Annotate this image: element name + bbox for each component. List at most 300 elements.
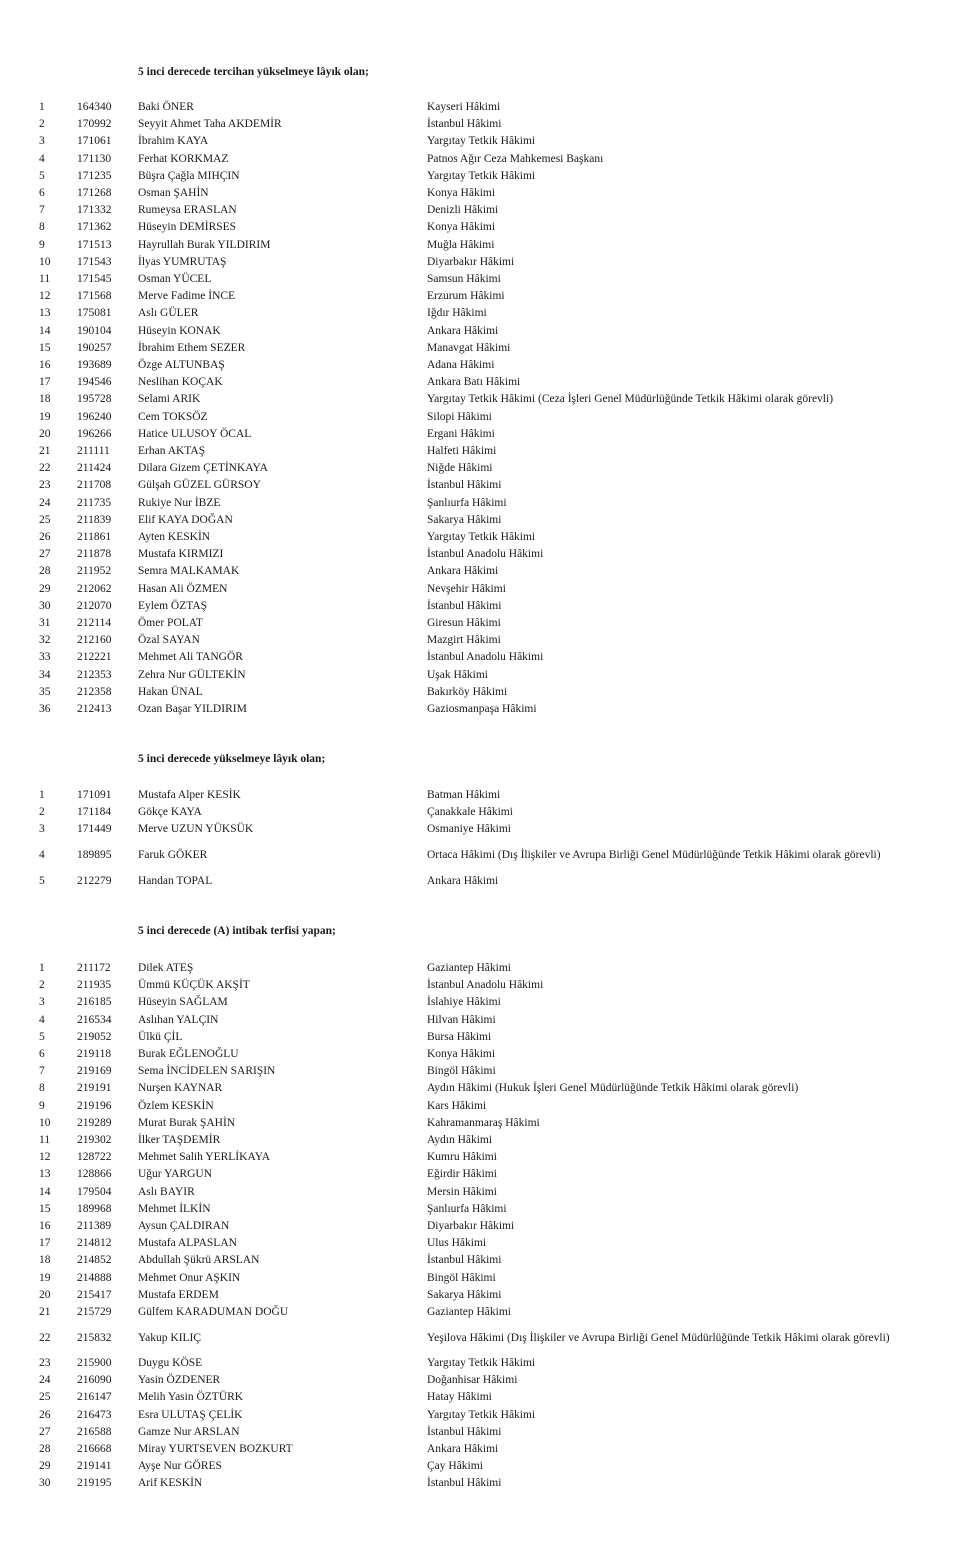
person-name: Büşra Çağla MIHÇIN — [138, 169, 240, 182]
list-item — [0, 1270, 960, 1286]
registry-number: 212413 — [77, 703, 112, 715]
row-number: 11 — [39, 273, 51, 285]
section-heading: 5 inci derecede yükselmeye lâyık olan; — [138, 753, 326, 765]
row-number: 21 — [39, 1306, 51, 1318]
duty-station: Doğanhisar Hâkimi — [427, 1374, 518, 1387]
section-heading: 5 inci derecede tercihan yükselmeye lâyık olan; — [138, 66, 369, 78]
list-item — [0, 787, 960, 803]
person-name: Gamze Nur ARSLAN — [138, 1425, 240, 1438]
duty-station: Ulus Hâkimi — [427, 1237, 487, 1250]
registry-number: 171568 — [77, 290, 112, 303]
list-item — [0, 1115, 960, 1131]
duty-station: İstanbul Hâkimi — [427, 1477, 502, 1490]
row-number: 3 — [39, 996, 45, 1009]
list-item — [0, 615, 960, 631]
person-name: Yakup KILIÇ — [138, 1332, 202, 1344]
registry-number: 216668 — [77, 1443, 112, 1455]
registry-number: 171061 — [77, 135, 112, 148]
registry-number: 171268 — [77, 187, 112, 199]
person-name: Baki ÖNER — [138, 101, 194, 113]
person-name: Mehmet İLKİN — [138, 1202, 211, 1215]
list-item — [0, 374, 960, 390]
row-number: 28 — [39, 1443, 51, 1455]
list-item — [0, 701, 960, 717]
list-item — [0, 495, 960, 511]
person-name: Esra ULUTAŞ ÇELİK — [138, 1408, 243, 1421]
row-number: 31 — [39, 617, 51, 629]
person-name: Mustafa KIRMIZI — [138, 548, 224, 561]
registry-number: 171362 — [77, 221, 112, 234]
list-item — [0, 821, 960, 837]
row-number: 6 — [39, 187, 45, 199]
duty-station: Çay Hâkimi — [427, 1460, 483, 1473]
list-item — [0, 305, 960, 321]
duty-station: Gaziantep Hâkimi — [427, 962, 511, 974]
person-name: Hakan ÜNAL — [138, 685, 203, 698]
registry-number: 212114 — [77, 617, 112, 629]
registry-number: 215832 — [77, 1332, 112, 1344]
registry-number: 212358 — [77, 685, 112, 698]
duty-station: İstanbul Hâkimi — [427, 1254, 502, 1267]
registry-number: 214888 — [77, 1271, 112, 1284]
list-item — [0, 529, 960, 545]
row-number: 22 — [39, 462, 51, 475]
list-item — [0, 546, 960, 562]
duty-station: Diyarbakır Hâkimi — [427, 1220, 515, 1232]
registry-number: 196240 — [77, 410, 112, 423]
list-item — [0, 1098, 960, 1114]
row-number: 15 — [39, 341, 51, 354]
registry-number: 215729 — [77, 1306, 112, 1318]
list-item — [0, 133, 960, 149]
list-item — [0, 994, 960, 1010]
registry-number: 212160 — [77, 634, 112, 647]
duty-station: Patnos Ağır Ceza Mahkemesi Başkanı — [427, 152, 604, 165]
list-item — [0, 219, 960, 235]
registry-number: 219195 — [77, 1477, 112, 1490]
list-item — [0, 667, 960, 683]
list-item — [0, 977, 960, 993]
row-number: 12 — [39, 1151, 51, 1164]
registry-number: 214812 — [77, 1237, 112, 1250]
list-item — [0, 598, 960, 614]
person-name: Faruk GÖKER — [138, 849, 208, 861]
registry-number: 219052 — [77, 1030, 112, 1043]
list-item — [0, 1407, 960, 1423]
row-number: 1 — [39, 789, 45, 801]
duty-station: Adana Hâkimi — [427, 359, 495, 371]
registry-number: 128866 — [77, 1168, 112, 1181]
registry-number: 212353 — [77, 668, 112, 681]
registry-number: 211878 — [77, 548, 112, 561]
duty-station: İstanbul Hâkimi — [427, 118, 502, 131]
duty-station: Yargıtay Tetkik Hâkimi — [427, 1408, 536, 1421]
list-item — [0, 477, 960, 493]
list-item — [0, 254, 960, 270]
list-item — [0, 581, 960, 597]
registry-number: 189968 — [77, 1202, 112, 1215]
row-number: 15 — [39, 1202, 51, 1215]
person-name: Gülşah GÜZEL GÜRSOY — [138, 479, 261, 492]
list-item — [0, 1424, 960, 1440]
row-number: 6 — [39, 1048, 45, 1060]
list-item — [0, 1184, 960, 1200]
duty-station: Diyarbakır Hâkimi — [427, 255, 515, 268]
duty-station: Samsun Hâkimi — [427, 273, 501, 285]
duty-station: Kars Hâkimi — [427, 1099, 487, 1112]
registry-number: 219141 — [77, 1460, 112, 1473]
list-item — [0, 1252, 960, 1268]
row-number: 25 — [39, 513, 51, 526]
duty-station: Manavgat Hâkimi — [427, 341, 511, 354]
person-name: Ayten KESKİN — [138, 531, 211, 543]
registry-number: 216147 — [77, 1391, 112, 1404]
duty-station: Yargıtay Tetkik Hâkimi — [427, 531, 536, 543]
registry-number: 211935 — [77, 979, 112, 992]
list-item — [0, 357, 960, 373]
registry-number: 211424 — [77, 462, 112, 475]
registry-number: 179504 — [77, 1185, 112, 1198]
duty-station: Bakırköy Hâkimi — [427, 685, 508, 698]
row-number: 2 — [39, 979, 45, 992]
person-name: Ozan Başar YILDIRIM — [138, 703, 247, 715]
duty-station: Şanlıurfa Hâkimi — [427, 496, 507, 509]
duty-station: Ankara Hâkimi — [427, 324, 499, 337]
duty-station: Uşak Hâkimi — [427, 668, 489, 681]
registry-number: 171235 — [77, 169, 112, 182]
list-item — [0, 288, 960, 304]
person-name: Dilek ATEŞ — [138, 962, 194, 974]
person-name: Dilara Gizem ÇETİNKAYA — [138, 462, 268, 475]
person-name: İlker TAŞDEMİR — [138, 1134, 221, 1146]
person-name: Eylem ÖZTAŞ — [138, 599, 208, 612]
row-number: 5 — [39, 169, 45, 182]
row-number: 19 — [39, 1271, 51, 1284]
duty-station: Ergani Hâkimi — [427, 427, 495, 440]
duty-station: Yargıtay Tetkik Hâkimi — [427, 135, 536, 148]
list-item — [0, 168, 960, 184]
registry-number: 211111 — [77, 445, 110, 457]
list-item — [0, 1304, 960, 1320]
registry-number: 211389 — [77, 1220, 112, 1232]
duty-station: Bursa Hâkimi — [427, 1030, 492, 1043]
duty-station: Batman Hâkimi — [427, 789, 501, 801]
person-name: Selami ARIK — [138, 393, 201, 406]
duty-station: Hilvan Hâkimi — [427, 1013, 496, 1026]
duty-station: İstanbul Anadolu Hâkimi — [427, 548, 544, 561]
list-item — [0, 1441, 960, 1457]
row-number: 8 — [39, 221, 45, 234]
list-item — [0, 151, 960, 167]
row-number: 33 — [39, 651, 51, 664]
registry-number: 215900 — [77, 1357, 112, 1369]
registry-number: 189895 — [77, 849, 112, 861]
person-name: Abdullah Şükrü ARSLAN — [138, 1254, 260, 1267]
person-name: İbrahim KAYA — [138, 135, 209, 148]
registry-number: 171545 — [77, 273, 112, 285]
row-number: 16 — [39, 359, 51, 371]
duty-station: İstanbul Anadolu Hâkimi — [427, 651, 544, 664]
person-name: Ferhat KORKMAZ — [138, 152, 229, 165]
row-number: 34 — [39, 668, 51, 681]
registry-number: 211861 — [77, 531, 112, 543]
row-number: 28 — [39, 565, 51, 578]
row-number: 9 — [39, 1099, 45, 1112]
registry-number: 212070 — [77, 599, 112, 612]
list-item — [0, 1389, 960, 1405]
person-name: Zehra Nur GÜLTEKİN — [138, 668, 246, 681]
registry-number: 219302 — [77, 1134, 112, 1146]
row-number: 20 — [39, 1288, 51, 1301]
duty-station: Yeşilova Hâkimi (Dış İlişkiler ve Avrupa Birliği Genel Müdürlüğünde Tetkik Hâkimi olarak görevli) — [427, 1332, 890, 1344]
person-name: Aysun ÇALDIRAN — [138, 1220, 230, 1232]
duty-station: Bingöl Hâkimi — [427, 1271, 496, 1284]
person-name: Merve UZUN YÜKSÜK — [138, 823, 254, 835]
row-number: 30 — [39, 1477, 51, 1490]
duty-station: Ankara Hâkimi — [427, 565, 499, 578]
person-name: Özlem KESKİN — [138, 1099, 214, 1112]
list-item — [0, 1218, 960, 1234]
person-name: Mustafa ERDEM — [138, 1288, 219, 1301]
person-name: Mehmet Ali TANGÖR — [138, 651, 243, 664]
row-number: 17 — [39, 376, 51, 389]
registry-number: 128722 — [77, 1151, 112, 1164]
duty-station: Konya Hâkimi — [427, 1048, 496, 1060]
person-name: Elif KAYA DOĞAN — [138, 513, 233, 526]
row-number: 8 — [39, 1082, 45, 1095]
row-number: 4 — [39, 1013, 45, 1026]
list-item — [0, 847, 960, 863]
person-name: Cem TOKSÖZ — [138, 410, 208, 423]
list-item — [0, 1372, 960, 1388]
duty-station: Halfeti Hâkimi — [427, 445, 497, 457]
person-name: Mustafa Alper KESİK — [138, 789, 241, 801]
person-name: İbrahim Ethem SEZER — [138, 341, 246, 354]
duty-station: İstanbul Hâkimi — [427, 479, 502, 492]
duty-station: Muğla Hâkimi — [427, 238, 495, 251]
row-number: 3 — [39, 823, 45, 835]
person-name: Hüseyin DEMİRSES — [138, 221, 237, 234]
registry-number: 211172 — [77, 962, 111, 974]
registry-number: 171091 — [77, 789, 112, 801]
duty-station: Ankara Batı Hâkimi — [427, 376, 521, 389]
row-number: 35 — [39, 685, 51, 698]
list-item — [0, 1132, 960, 1148]
row-number: 11 — [39, 1134, 51, 1146]
duty-station: Sakarya Hâkimi — [427, 513, 502, 526]
registry-number: 216588 — [77, 1425, 112, 1438]
registry-number: 196266 — [77, 427, 112, 440]
duty-station: Konya Hâkimi — [427, 221, 496, 234]
registry-number: 211735 — [77, 496, 112, 509]
person-name: Miray YURTSEVEN BOZKURT — [138, 1443, 293, 1455]
row-number: 1 — [39, 101, 45, 113]
list-item — [0, 1201, 960, 1217]
registry-number: 219118 — [77, 1048, 112, 1060]
row-number: 20 — [39, 427, 51, 440]
duty-station: Eğirdir Hâkimi — [427, 1168, 497, 1181]
row-number: 4 — [39, 152, 45, 165]
row-number: 16 — [39, 1220, 51, 1232]
list-item — [0, 185, 960, 201]
row-number: 12 — [39, 290, 51, 303]
list-item — [0, 960, 960, 976]
registry-number: 171543 — [77, 255, 112, 268]
list-item — [0, 649, 960, 665]
row-number: 26 — [39, 1408, 51, 1421]
row-number: 17 — [39, 1237, 51, 1250]
duty-station: Erzurum Hâkimi — [427, 290, 505, 303]
person-name: Özal SAYAN — [138, 634, 200, 647]
row-number: 22 — [39, 1332, 51, 1344]
list-item — [0, 684, 960, 700]
row-number: 23 — [39, 1357, 51, 1369]
list-item — [0, 1080, 960, 1096]
list-item — [0, 1029, 960, 1045]
duty-station: Yargıtay Tetkik Hâkimi — [427, 1357, 536, 1369]
person-name: Uğur YARGUN — [138, 1168, 213, 1181]
duty-station: Kahramanmaraş Hâkimi — [427, 1116, 540, 1129]
list-item — [0, 1330, 960, 1346]
registry-number: 212062 — [77, 582, 112, 595]
registry-number: 171332 — [77, 204, 112, 217]
duty-station: Osmaniye Hâkimi — [427, 823, 511, 835]
duty-station: Aydın Hâkimi — [427, 1134, 493, 1146]
person-name: Aslı BAYIR — [138, 1185, 195, 1198]
person-name: Yasin ÖZDENER — [138, 1374, 221, 1387]
registry-number: 219196 — [77, 1099, 112, 1112]
person-name: Sema İNCİDELEN SARIŞIN — [138, 1065, 276, 1078]
person-name: Osman ŞAHİN — [138, 187, 209, 199]
duty-station: Ortaca Hâkimi (Dış İlişkiler ve Avrupa Birliği Genel Müdürlüğünde Tetkik Hâkimi olarak görevli) — [427, 849, 881, 861]
person-name: Ümmü KÜÇÜK AKŞİT — [138, 979, 250, 992]
person-name: Seyyit Ahmet Taha AKDEMİR — [138, 118, 282, 131]
list-item — [0, 99, 960, 115]
row-number: 9 — [39, 238, 45, 251]
list-item — [0, 1235, 960, 1251]
row-number: 14 — [39, 324, 51, 337]
person-name: Rumeysa ERASLAN — [138, 204, 237, 217]
registry-number: 216534 — [77, 1013, 112, 1026]
registry-number: 216185 — [77, 996, 112, 1009]
person-name: Mehmet Onur AŞKIN — [138, 1271, 241, 1284]
row-number: 5 — [39, 875, 45, 887]
duty-station: Aydın Hâkimi (Hukuk İşleri Genel Müdürlüğünde Tetkik Hâkimi olarak görevli) — [427, 1082, 799, 1095]
list-item — [0, 1149, 960, 1165]
person-name: Burak EĞLENOĞLU — [138, 1048, 239, 1060]
registry-number: 193689 — [77, 359, 112, 371]
list-item — [0, 443, 960, 459]
list-item — [0, 1046, 960, 1062]
duty-station: Hatay Hâkimi — [427, 1391, 492, 1404]
row-number: 2 — [39, 806, 45, 818]
duty-station: Silopi Hâkimi — [427, 410, 492, 423]
registry-number: 171449 — [77, 823, 112, 835]
person-name: Ömer POLAT — [138, 617, 203, 629]
list-item — [0, 323, 960, 339]
list-item — [0, 409, 960, 425]
duty-station: Ankara Hâkimi — [427, 875, 499, 887]
registry-number: 171513 — [77, 238, 112, 251]
registry-number: 170992 — [77, 118, 112, 131]
duty-station: Mersin Hâkimi — [427, 1185, 497, 1198]
person-name: İlyas YUMRUTAŞ — [138, 255, 227, 268]
person-name: Özge ALTUNBAŞ — [138, 359, 225, 371]
row-number: 13 — [39, 307, 51, 320]
list-item — [0, 426, 960, 442]
row-number: 7 — [39, 1065, 45, 1078]
list-item — [0, 632, 960, 648]
duty-station: Niğde Hâkimi — [427, 462, 493, 475]
duty-station: İstanbul Anadolu Hâkimi — [427, 979, 544, 992]
list-item — [0, 1063, 960, 1079]
registry-number: 194546 — [77, 376, 112, 389]
person-name: Neslihan KOÇAK — [138, 376, 223, 389]
row-number: 3 — [39, 135, 45, 148]
list-item — [0, 271, 960, 287]
person-name: Semra MALKAMAK — [138, 565, 240, 578]
registry-number: 211952 — [77, 565, 112, 578]
duty-station: Denizli Hâkimi — [427, 204, 499, 217]
registry-number: 212279 — [77, 875, 112, 887]
row-number: 14 — [39, 1185, 51, 1198]
registry-number: 171184 — [77, 806, 112, 818]
registry-number: 219289 — [77, 1116, 112, 1129]
row-number: 29 — [39, 1460, 51, 1473]
row-number: 2 — [39, 118, 45, 131]
row-number: 10 — [39, 1116, 51, 1129]
person-name: Osman YÜCEL — [138, 273, 212, 285]
person-name: Murat Burak ŞAHİN — [138, 1116, 236, 1129]
duty-station: Gaziantep Hâkimi — [427, 1306, 511, 1318]
duty-station: Kumru Hâkimi — [427, 1151, 497, 1164]
list-item — [0, 1166, 960, 1182]
row-number: 27 — [39, 1425, 51, 1438]
row-number: 21 — [39, 445, 51, 457]
duty-station: Ankara Hâkimi — [427, 1443, 499, 1455]
person-name: Gülfem KARADUMAN DOĞU — [138, 1306, 289, 1318]
duty-station: Gaziosmanpaşa Hâkimi — [427, 703, 537, 715]
person-name: Mehmet Salih YERLİKAYA — [138, 1151, 271, 1164]
person-name: Arif KESKİN — [138, 1477, 203, 1490]
row-number: 18 — [39, 393, 51, 406]
row-number: 29 — [39, 582, 51, 595]
registry-number: 215417 — [77, 1288, 112, 1301]
person-name: Melih Yasin ÖZTÜRK — [138, 1391, 244, 1404]
row-number: 7 — [39, 204, 45, 217]
person-name: Aslı GÜLER — [138, 307, 199, 320]
row-number: 25 — [39, 1391, 51, 1404]
list-item — [0, 1355, 960, 1371]
duty-station: İstanbul Hâkimi — [427, 599, 502, 612]
registry-number: 211839 — [77, 513, 112, 526]
list-item — [0, 237, 960, 253]
person-name: Handan TOPAL — [138, 875, 213, 887]
list-item — [0, 460, 960, 476]
person-name: Hayrullah Burak YILDIRIM — [138, 238, 271, 251]
row-number: 10 — [39, 255, 51, 268]
duty-station: Giresun Hâkimi — [427, 617, 501, 629]
duty-station: Sakarya Hâkimi — [427, 1288, 502, 1301]
registry-number: 212221 — [77, 651, 112, 664]
duty-station: Mazgirt Hâkimi — [427, 634, 501, 647]
row-number: 5 — [39, 1030, 45, 1043]
registry-number: 164340 — [77, 101, 112, 113]
person-name: Merve Fadime İNCE — [138, 290, 236, 303]
duty-station: İstanbul Hâkimi — [427, 1425, 502, 1438]
duty-station: Kayseri Hâkimi — [427, 101, 501, 113]
registry-number: 171130 — [77, 152, 112, 165]
